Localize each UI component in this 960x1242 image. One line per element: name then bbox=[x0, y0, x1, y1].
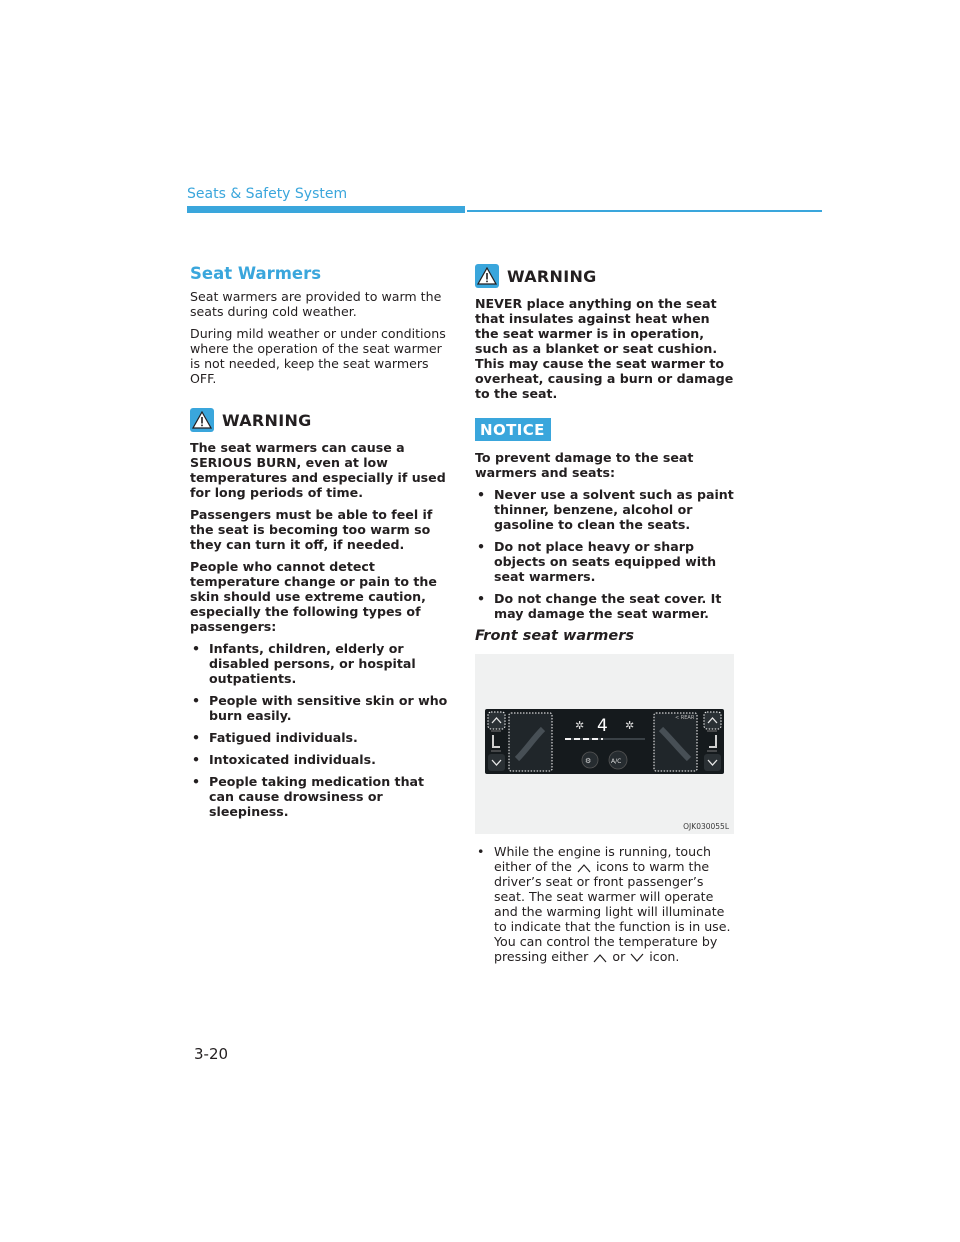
figure-caption: OJK030055L bbox=[683, 822, 729, 831]
list-item: • Do not place heavy or sharp objects on seats equipped with seat warmers. bbox=[475, 539, 735, 584]
chevron-up-icon bbox=[592, 953, 608, 963]
warning-heading bbox=[190, 408, 448, 432]
list-item: • Never use a solvent such as paint thinner, benzene, alcohol or gasoline to clean the seats. bbox=[475, 487, 735, 532]
warning-heading bbox=[475, 264, 735, 288]
intro-paragraph: Seat warmers are provided to warm the seats during cold weather. bbox=[190, 289, 442, 319]
rear-label: < REAR bbox=[675, 715, 695, 721]
climate-control-panel bbox=[485, 709, 724, 774]
warning-triangle-icon bbox=[190, 408, 214, 432]
list-item: • Fatigued individuals. bbox=[190, 730, 448, 745]
warning-text: People who cannot detect temperature change or pain to the skin should use extreme caution, especially the following types of passengers: bbox=[190, 559, 437, 634]
instruction-text: While the engine is running, touch either of the bbox=[494, 844, 712, 874]
right-column bbox=[475, 264, 735, 971]
header-rule-thick bbox=[187, 206, 465, 213]
header-rule-thin bbox=[467, 210, 822, 212]
notice-intro: To prevent damage to the seat warmers and seats: bbox=[475, 450, 694, 480]
ac-label: A/C bbox=[611, 758, 622, 765]
intro-paragraph: During mild weather or under conditions where the operation of the seat warmer is not needed, keep the seat warmers OFF. bbox=[190, 326, 446, 386]
list-item: • Intoxicated individuals. bbox=[190, 752, 448, 767]
climate-panel-figure bbox=[475, 654, 734, 834]
instruction-text: icon. bbox=[649, 949, 680, 964]
climate-panel-graphic bbox=[485, 709, 724, 774]
list-item: • People with sensitive skin or who burn easily. bbox=[190, 693, 448, 723]
warning-triangle-icon bbox=[475, 264, 499, 288]
warning-text: The seat warmers can cause a SERIOUS BURN, even at low temperatures and especially if used for long periods of time. bbox=[190, 440, 446, 500]
warning-text: Passengers must be able to feel if the seat is becoming too warm so they can turn it off, if needed. bbox=[190, 507, 433, 552]
section-header: Seats & Safety System bbox=[187, 186, 348, 202]
svg-text:✲: ✲ bbox=[575, 719, 585, 732]
svg-text:⚙: ⚙ bbox=[585, 757, 592, 765]
svg-text:✲: ✲ bbox=[625, 719, 635, 732]
notice-badge: NOTICE bbox=[475, 418, 551, 441]
instruction-text: or bbox=[612, 949, 626, 964]
section-title: Seat Warmers bbox=[190, 264, 322, 283]
notice-bullet-list bbox=[475, 487, 735, 621]
list-item: • Do not change the seat cover. It may damage the seat warmer. bbox=[475, 591, 735, 621]
instruction-list bbox=[475, 844, 735, 964]
fan-level-value: 4 bbox=[597, 716, 608, 736]
instruction-text: icons to warm the driver’s seat or front passenger’s seat. The seat warmer will operate and the warming light will illuminate to indicate that the function is in use. You can control the temperature by pressing either bbox=[494, 859, 731, 964]
list-item bbox=[475, 844, 735, 964]
page-number: 3-20 bbox=[194, 1045, 229, 1063]
list-item: • People taking medication that can cause drowsiness or sleepiness. bbox=[190, 774, 448, 819]
chevron-down-icon bbox=[629, 953, 645, 963]
warning-text: NEVER place anything on the seat that insulates against heat when the seat warmer is in operation, such as a blanket or seat cushion. This may cause the seat warmer to overheat, causing a burn or damage to the seat. bbox=[475, 296, 734, 401]
list-item: • Infants, children, elderly or disabled persons, or hospital outpatients. bbox=[190, 641, 448, 686]
chevron-up-icon bbox=[576, 863, 592, 873]
warning-bullet-list bbox=[190, 641, 448, 819]
warning-title: WARNING bbox=[222, 410, 312, 430]
subheading: Front seat warmers bbox=[475, 628, 635, 644]
warning-title: WARNING bbox=[507, 266, 597, 286]
left-column bbox=[190, 264, 448, 826]
